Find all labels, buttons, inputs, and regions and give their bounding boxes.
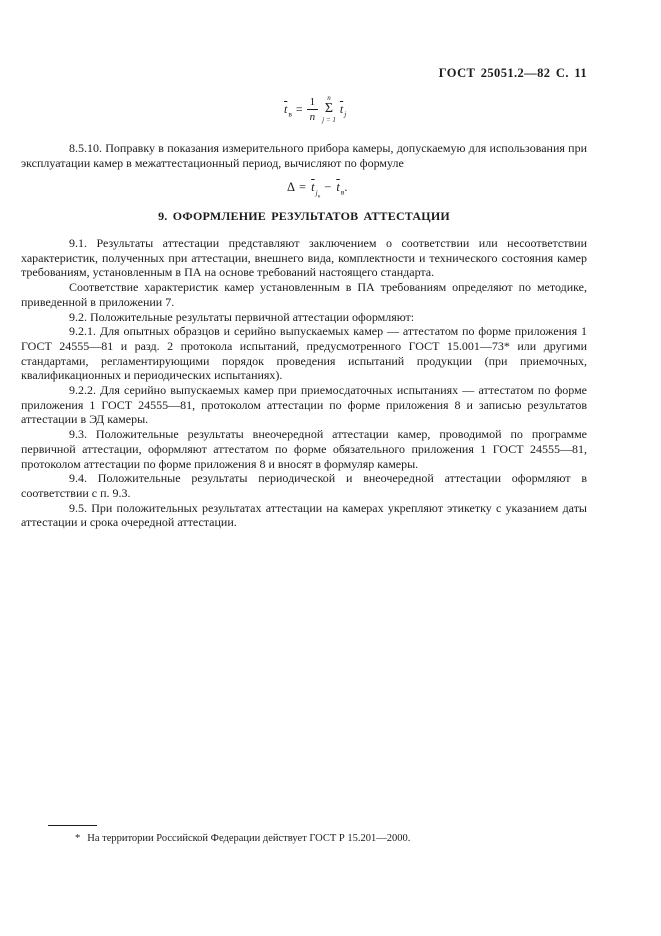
formula-mean <box>283 94 346 125</box>
formula-delta-term1-subsubscript: к <box>317 193 321 199</box>
paragraph-9-4: 9.4. Положительные результаты периодической и внеочередной аттестации оформляют в соответствии с п. 9.3. <box>21 471 587 500</box>
paragraph-9-2: 9.2. Положительные результаты первичной аттестации оформляют: <box>69 309 415 324</box>
section-heading: 9. ОФОРМЛЕНИЕ РЕЗУЛЬТАТОВ АТТЕСТАЦИИ <box>158 209 450 223</box>
formula-mean-lhs <box>283 102 292 117</box>
paragraph-9-3: 9.3. Положительные результаты внеочередной аттестации камер, проводимой по программе первичной аттестации, оформляют аттестатом по форме обязательного приложения 1 ГОСТ 24555—81, протоколом аттестации по форме приложения 8 и вносят в формуляр камеры. <box>21 427 587 471</box>
summation-operator <box>322 94 336 125</box>
section-body <box>21 236 587 530</box>
formula-delta-term1 <box>310 180 321 199</box>
formula-mean-lhs-base: $\overline{t}$ <box>284 101 288 116</box>
formula-delta-term1-subscript <box>316 188 321 197</box>
formula-delta-period: . <box>344 180 348 194</box>
summation-lower-limit: j = 1 <box>322 116 336 125</box>
formula-delta-term2 <box>335 180 344 195</box>
formula-mean-term <box>339 102 346 117</box>
paragraph-8-5-10: 8.5.10. Поправку в показания измерительного прибора камеры, допускаемую для использования при эксплуатации камер в межаттестационный период, вычисляют по формуле <box>21 141 587 170</box>
footnote-marker: * <box>75 833 81 844</box>
paragraph-9-2-1: 9.2.1. Для опытных образцов и серийно выпускаемых камер — аттестатом по форме приложения 1 ГОСТ 24555—81 и разд. 2 протокола испытаний, предусмотренного ГОСТ 15.001—73* или другими стандартами, регламентирующими порядок проведения испытаний продукции (при приемочных, квалификационных и периодических испытаниях). <box>21 324 587 383</box>
fraction-denominator: n <box>309 110 316 123</box>
formula-delta-term2-subscript: в <box>340 187 345 197</box>
equals-sign: = <box>299 180 307 194</box>
formula-delta-term2-base: $\overline{t}$ <box>336 180 340 194</box>
minus-sign: − <box>324 180 332 194</box>
sigma-symbol: Σ <box>324 101 334 117</box>
delta-symbol: Δ <box>287 180 296 194</box>
equals-sign: = <box>295 101 303 116</box>
fraction-numerator: 1 <box>307 96 319 110</box>
footnote-divider <box>48 825 97 826</box>
formula-delta-term1-base: $\overline{t}$ <box>311 180 315 194</box>
fraction <box>307 96 319 123</box>
page-header: ГОСТ 25051.2—82 С. 11 <box>438 66 587 80</box>
formula-delta <box>287 180 348 199</box>
paragraph-9-1: 9.1. Результаты аттестации представляют заключением о соответствии или несоответствии характеристик, полученных при аттестации, внешнего вида, комплектности и технического состояния камер требованиям, установленным в ПА на основе требований настоящего стандарта. <box>21 236 587 280</box>
paragraph-9-1-continuation: Соответствие характеристик камер установленным в ПА требованиям определяют по методике, приведенной в приложении 7. <box>21 280 587 309</box>
footnote-text: На территории Российской Федерации действует ГОСТ Р 15.201—2000. <box>87 833 411 844</box>
formula-mean-term-base: $\overline{t}$ <box>339 101 344 116</box>
summation-upper-limit: n <box>327 94 331 102</box>
formula-mean-term-subscript: j <box>344 109 347 119</box>
formula-delta-term1-sub-j: j <box>315 187 318 197</box>
formula-mean-lhs-subscript: в <box>288 109 292 119</box>
paragraph-9-2-2: 9.2.2. Для серийно выпускаемых камер при приемосдаточных испытаниях — аттестатом по форме приложения 1 ГОСТ 24555—81, протоколом аттестации по форме приложения 8 и записью результатов аттестации в ЭД камеры. <box>21 383 587 427</box>
paragraph-9-5: 9.5. При положительных результатах аттестации на камерах укрепляют этикетку с указанием даты аттестации и срока очередной аттестации. <box>21 500 587 530</box>
footnote <box>21 832 587 845</box>
